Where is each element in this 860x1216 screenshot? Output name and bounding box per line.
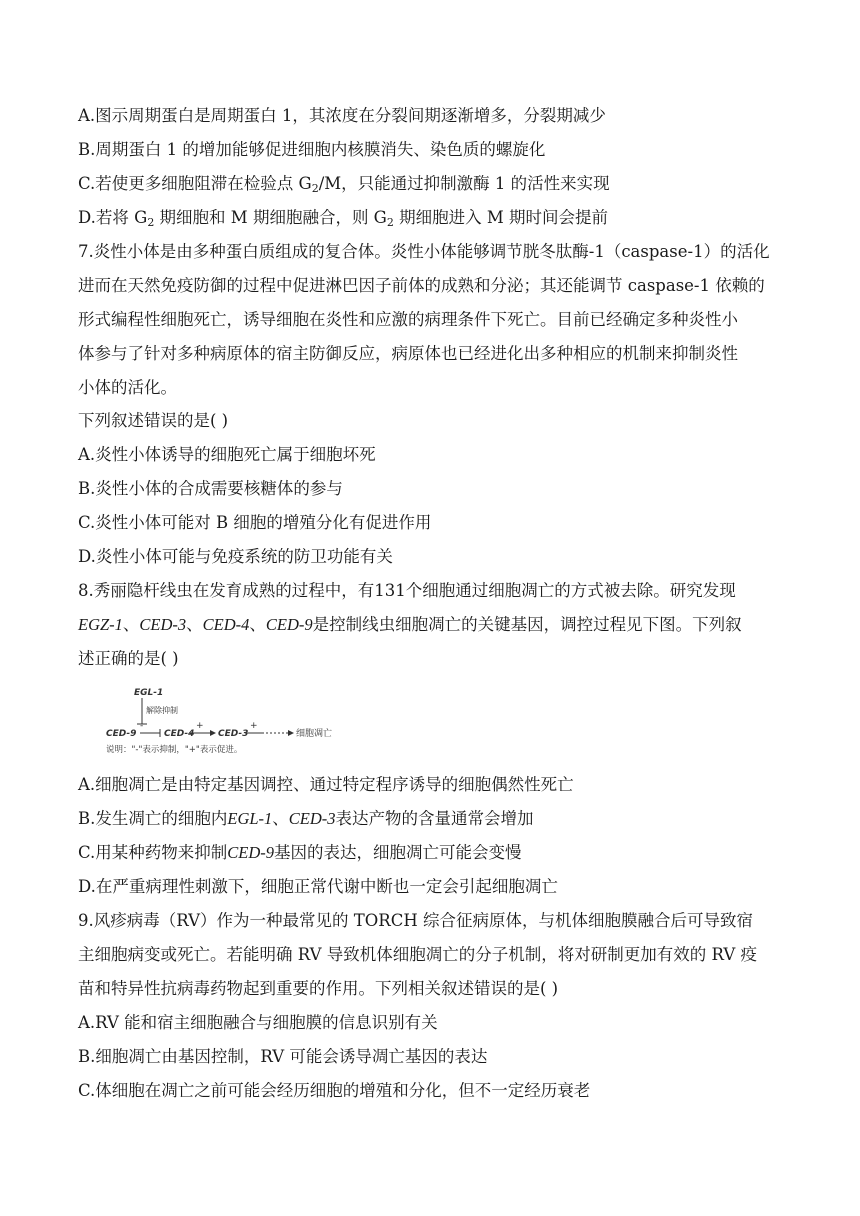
q8-stem-text: 是控制线虫细胞凋亡的关键基因，调控过程见下图。下列叙 [312, 615, 742, 634]
q9-stem-line: 9.风疹病毒（RV）作为一种最常见的 TORCH 综合征病原体，与机体细胞膜融合后可导致宿 [78, 911, 753, 930]
q9-stem-line: 主细胞病变或死亡。若能明确 RV 导致机体细胞凋亡的分子机制，将对研制更加有效的 RV 疫 [78, 945, 757, 964]
q7-prompt: 下列叙述错误的是( ) [78, 411, 229, 430]
q6-option-d-text: D.若将 G [78, 208, 148, 227]
q8-stem-line: 述正确的是( ) [78, 649, 179, 668]
q8-option-d: D.在严重病理性刺激下，细胞正常代谢中断也一定会引起细胞凋亡 [78, 877, 558, 896]
q7-stem-line: 进而在天然免疫防御的过程中促进淋巴因子前体的成熟和分泌；其还能调节 caspase-1 依赖的 [78, 276, 765, 295]
separator: 、 [249, 615, 266, 634]
q9-option-a: A.RV 能和宿主细胞融合与细胞膜的信息识别有关 [78, 1013, 438, 1032]
diagram-legend: 说明："-"表示抑制，"+"表示促进。 [106, 745, 243, 755]
separator: 、 [186, 615, 203, 634]
q7-option-a: A.炎性小体诱导的细胞死亡属于细胞坏死 [78, 445, 376, 464]
apoptosis-regulation-diagram [104, 684, 354, 764]
diagram-ced9-label: CED-9 [106, 729, 137, 739]
diagram-plus-sign: + [250, 721, 258, 731]
subscript: 2 [386, 216, 394, 229]
q6-option-d [78, 207, 793, 229]
gene-name: EGZ-1 [78, 615, 123, 634]
q8-option-c [78, 842, 793, 864]
gene-name: CED-4 [202, 615, 250, 634]
q6-option-d-text-end: 期细胞进入 M 期时间会提前 [393, 208, 609, 227]
q7-stem-line: 7.炎性小体是由多种蛋白质组成的复合体。炎性小体能够调节胱冬肽酶-1（caspase-1）的活化 [78, 242, 770, 261]
diagram-minus-sign: - [140, 721, 144, 731]
q7-option-c: C.炎性小体可能对 B 细胞的增殖分化有促进作用 [78, 513, 432, 532]
q8-stem-line [78, 614, 793, 636]
q7-option-d: D.炎性小体可能与免疫系统的防卫功能有关 [78, 547, 393, 566]
gene-name: EGL-1 [227, 809, 273, 828]
q7-option-b: B.炎性小体的合成需要核糖体的参与 [78, 479, 343, 498]
gene-name: CED-3 [288, 809, 336, 828]
diagram-arrow-head [288, 730, 294, 736]
diagram-release-label: 解除抑制 [146, 706, 178, 715]
diagram-plus-sign: + [196, 721, 204, 731]
diagram-ced4-label: CED-4 [164, 729, 195, 739]
q9-option-b: B.细胞凋亡由基因控制，RV 可能会诱导凋亡基因的表达 [78, 1047, 488, 1066]
q6-option-d-text-mid: 期细胞和 M 期细胞融合，则 G [154, 208, 387, 227]
diagram-apoptosis-label: 细胞凋亡 [296, 729, 333, 739]
diagram-ced3-label: CED-3 [218, 729, 249, 739]
gene-name: CED-9 [265, 615, 313, 634]
subscript: 2 [311, 182, 319, 195]
q6-option-c-text-end: /M，只能通过抑制激酶 1 的活性来实现 [318, 174, 610, 193]
gene-name: CED-3 [139, 615, 187, 634]
q8-option-b [78, 808, 793, 830]
diagram-egl-label: EGL-1 [134, 688, 164, 698]
q7-stem-line: 小体的活化。 [78, 378, 177, 397]
subscript: 2 [147, 216, 155, 229]
q8-stem-line: 8.秀丽隐杆线虫在发育成熟的过程中，有131个细胞通过细胞凋亡的方式被去除。研究发现 [78, 581, 736, 600]
q8-option-c-text: C.用某种药物来抑制 [78, 843, 228, 862]
separator: 、 [122, 615, 140, 634]
q9-stem-line: 苗和特异性抗病毒药物起到重要的作用。下列相关叙述错误的是( ) [78, 979, 559, 998]
diagram-arrow-head [210, 730, 216, 736]
q8-option-a: A.细胞凋亡是由特定基因调控、通过特定程序诱导的细胞偶然性死亡 [78, 775, 574, 794]
q6-option-b: B.周期蛋白 1 的增加能够促进细胞内核膜消失、染色质的螺旋化 [78, 140, 546, 159]
separator: 、 [272, 809, 289, 828]
q6-option-a: A.图示周期蛋白是周期蛋白 1，其浓度在分裂间期逐渐增多，分裂期减少 [78, 106, 606, 125]
q8-option-b-text: B.发生凋亡的细胞内 [78, 809, 228, 828]
q7-stem-line: 形式编程性细胞死亡，诱导细胞在炎性和应激的病理条件下死亡。目前已经确定多种炎性小 [78, 310, 738, 329]
gene-name: CED-9 [227, 843, 275, 862]
q8-option-b-text-end: 表达产物的含量通常会增加 [335, 809, 534, 828]
q8-option-c-text-end: 基因的表达，细胞凋亡可能会变慢 [274, 843, 522, 862]
q7-stem-line: 体参与了针对多种病原体的宿主防御反应，病原体也已经进化出多种相应的机制来抑制炎性 [78, 344, 738, 363]
q6-option-c-text: C.若使更多细胞阻滞在检验点 G [78, 174, 312, 193]
q6-option-c [78, 173, 793, 195]
q9-option-c: C.体细胞在凋亡之前可能会经历细胞的增殖和分化，但不一定经历衰老 [78, 1081, 591, 1100]
